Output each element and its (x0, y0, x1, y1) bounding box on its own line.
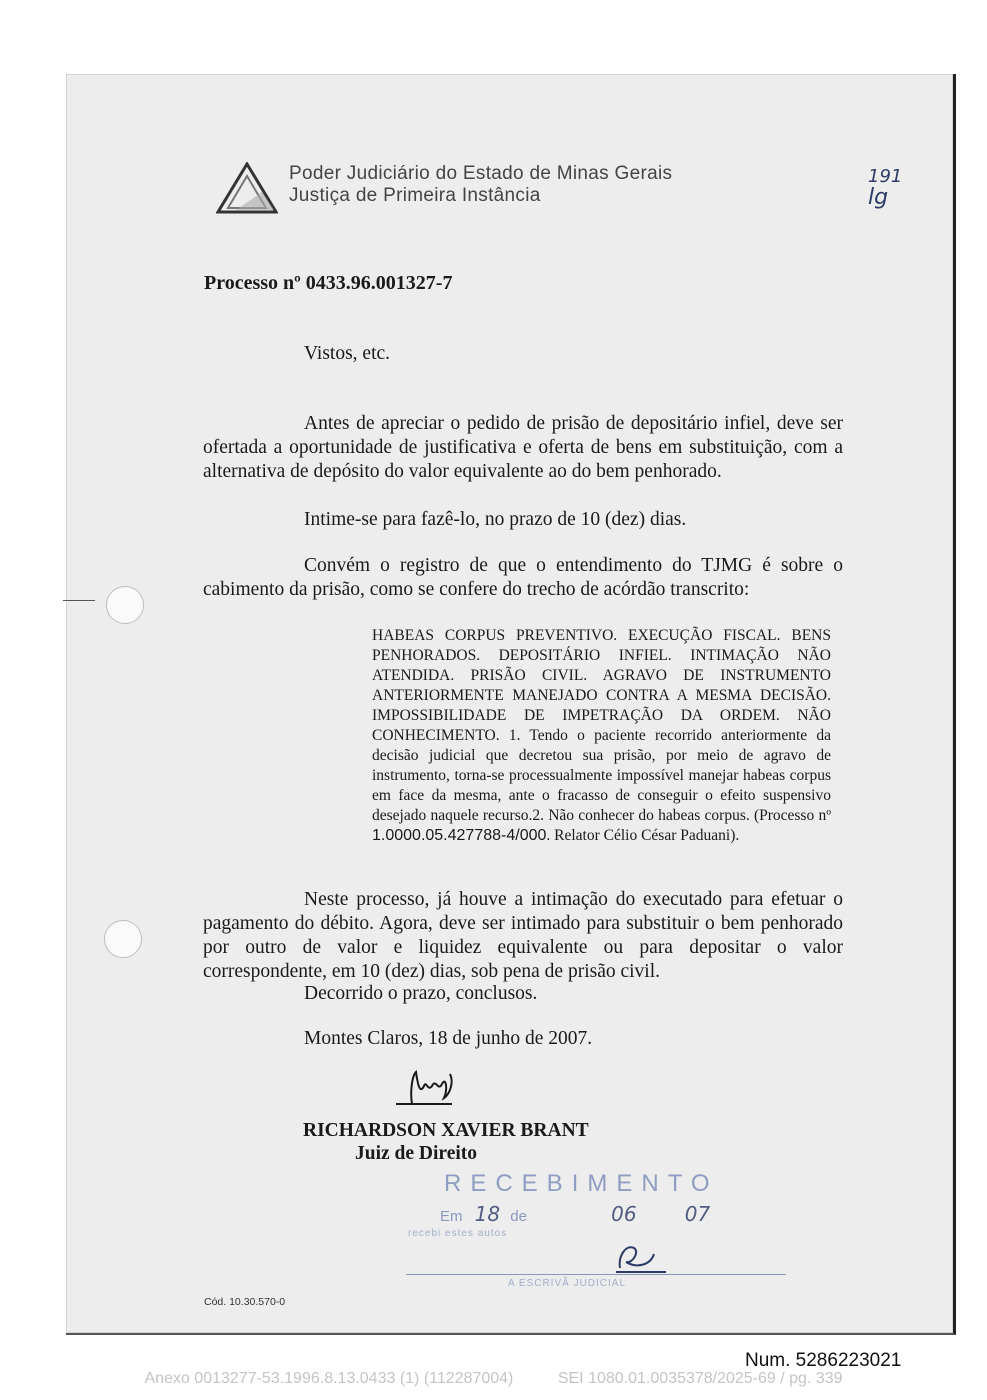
quote-case-number: 1.0000.05.427788-4/000 (372, 827, 547, 844)
place-date: Montes Claros, 18 de junho de 2007. (304, 1028, 593, 1049)
stamp-title: RECEBIMENTO (444, 1170, 719, 1197)
stamp-signature-image (610, 1238, 670, 1278)
stamp-prefix: Em (440, 1208, 463, 1225)
punch-hole-top (106, 586, 144, 624)
signature-image (392, 1064, 472, 1110)
paragraph-2: Intime-se para fazê-lo, no prazo de 10 (dez) dias. (304, 509, 687, 530)
receipt-stamp (400, 1170, 790, 1300)
court-header (289, 163, 672, 207)
stamp-de: de (510, 1208, 527, 1225)
form-code: Cód. 10.30.570-0 (204, 1296, 286, 1308)
court-header-line1: Poder Judiciário do Estado de Minas Gerais (289, 163, 673, 184)
court-logo-icon (216, 162, 278, 214)
stamp-clerk-text: A ESCRIVÃ JUDICIAL (508, 1278, 627, 1289)
quote-relator: . Relator Célio César Paduani). (546, 827, 740, 844)
paragraph-4: Neste processo, já houve a intimação do executado para efetuar o pagamento do débito. Agora, deve ser intimado para substituir o bem penhorado por outro de valor e liquidez equivalente ou para depositar o valor correspondente, em 10 (dez) dias, sob pena de prisão civil. (203, 889, 843, 982)
stamp-day: 18 (474, 1202, 501, 1226)
signatory-title: Juiz de Direito (355, 1143, 478, 1164)
paragraph-1: Antes de apreciar o pedido de prisão de depositário infiel, deve ser ofertada a oportunidade de justificativa e oferta de bens em substituição, com a alternativa de depósito do valor equivalente ao do bem penhorado. (203, 413, 843, 482)
folio-number: 191 (868, 166, 903, 187)
stamp-year: 07 (684, 1202, 711, 1226)
hole-mark (63, 600, 95, 601)
paragraph-3: Convém o registro de que o entendimento do TJMG é sobre o cabimento da prisão, como se confere do trecho de acórdão transcrito: (203, 555, 843, 600)
stamp-received-text: recebi estes autos (408, 1228, 508, 1239)
greeting: Vistos, etc. (304, 343, 391, 364)
stamp-line (406, 1274, 786, 1275)
case-law-quote (372, 626, 831, 846)
signatory-name: RICHARDSON XAVIER BRANT (303, 1120, 589, 1141)
process-number: Processo nº 0433.96.001327-7 (204, 272, 453, 294)
court-header-line2: Justiça de Primeira Instância (289, 185, 541, 206)
paragraph-5: Decorrido o prazo, conclusos. (304, 983, 538, 1004)
quote-text: HABEAS CORPUS PREVENTIVO. EXECUÇÃO FISCAL. BENS PENHORADOS. DEPOSITÁRIO INFIEL. INTIMAÇÃO NÃO ATENDIDA. PRISÃO CIVIL. AGRAVO DE INSTRUMENTO ANTERIORMENTE MANEJADO CONTRA A MESMA DECISÃO. IMPOSSIBILIDADE DE IMPETRAÇÃO DA ORDEM. NÃO CONHECIMENTO. 1. Tendo o paciente recorrido anteriormente da decisão judicial que decretou sua prisão, por meio de agravo de instrumento, torna-se processualmente impossível manejar habeas corpus em face da mesma, ante o fracasso de conseguir o efeito suspensivo desejado naquele recurso.2. Não conhecer do habeas corpus. (Processo nº (372, 627, 831, 824)
punch-hole-bottom (104, 920, 142, 958)
stamp-month: 06 (611, 1202, 637, 1226)
footer-annex: Anexo 0013277-53.1996.8.13.0433 (1) (112287004) SEI 1080.01.0035378/2025-69 / pg. 339 (144, 1370, 843, 1387)
document-number: Num. 5286223021 (745, 1350, 902, 1371)
folio-initials: lg (868, 185, 889, 210)
folio-annotation (868, 166, 902, 210)
stamp-date-line (440, 1202, 710, 1226)
